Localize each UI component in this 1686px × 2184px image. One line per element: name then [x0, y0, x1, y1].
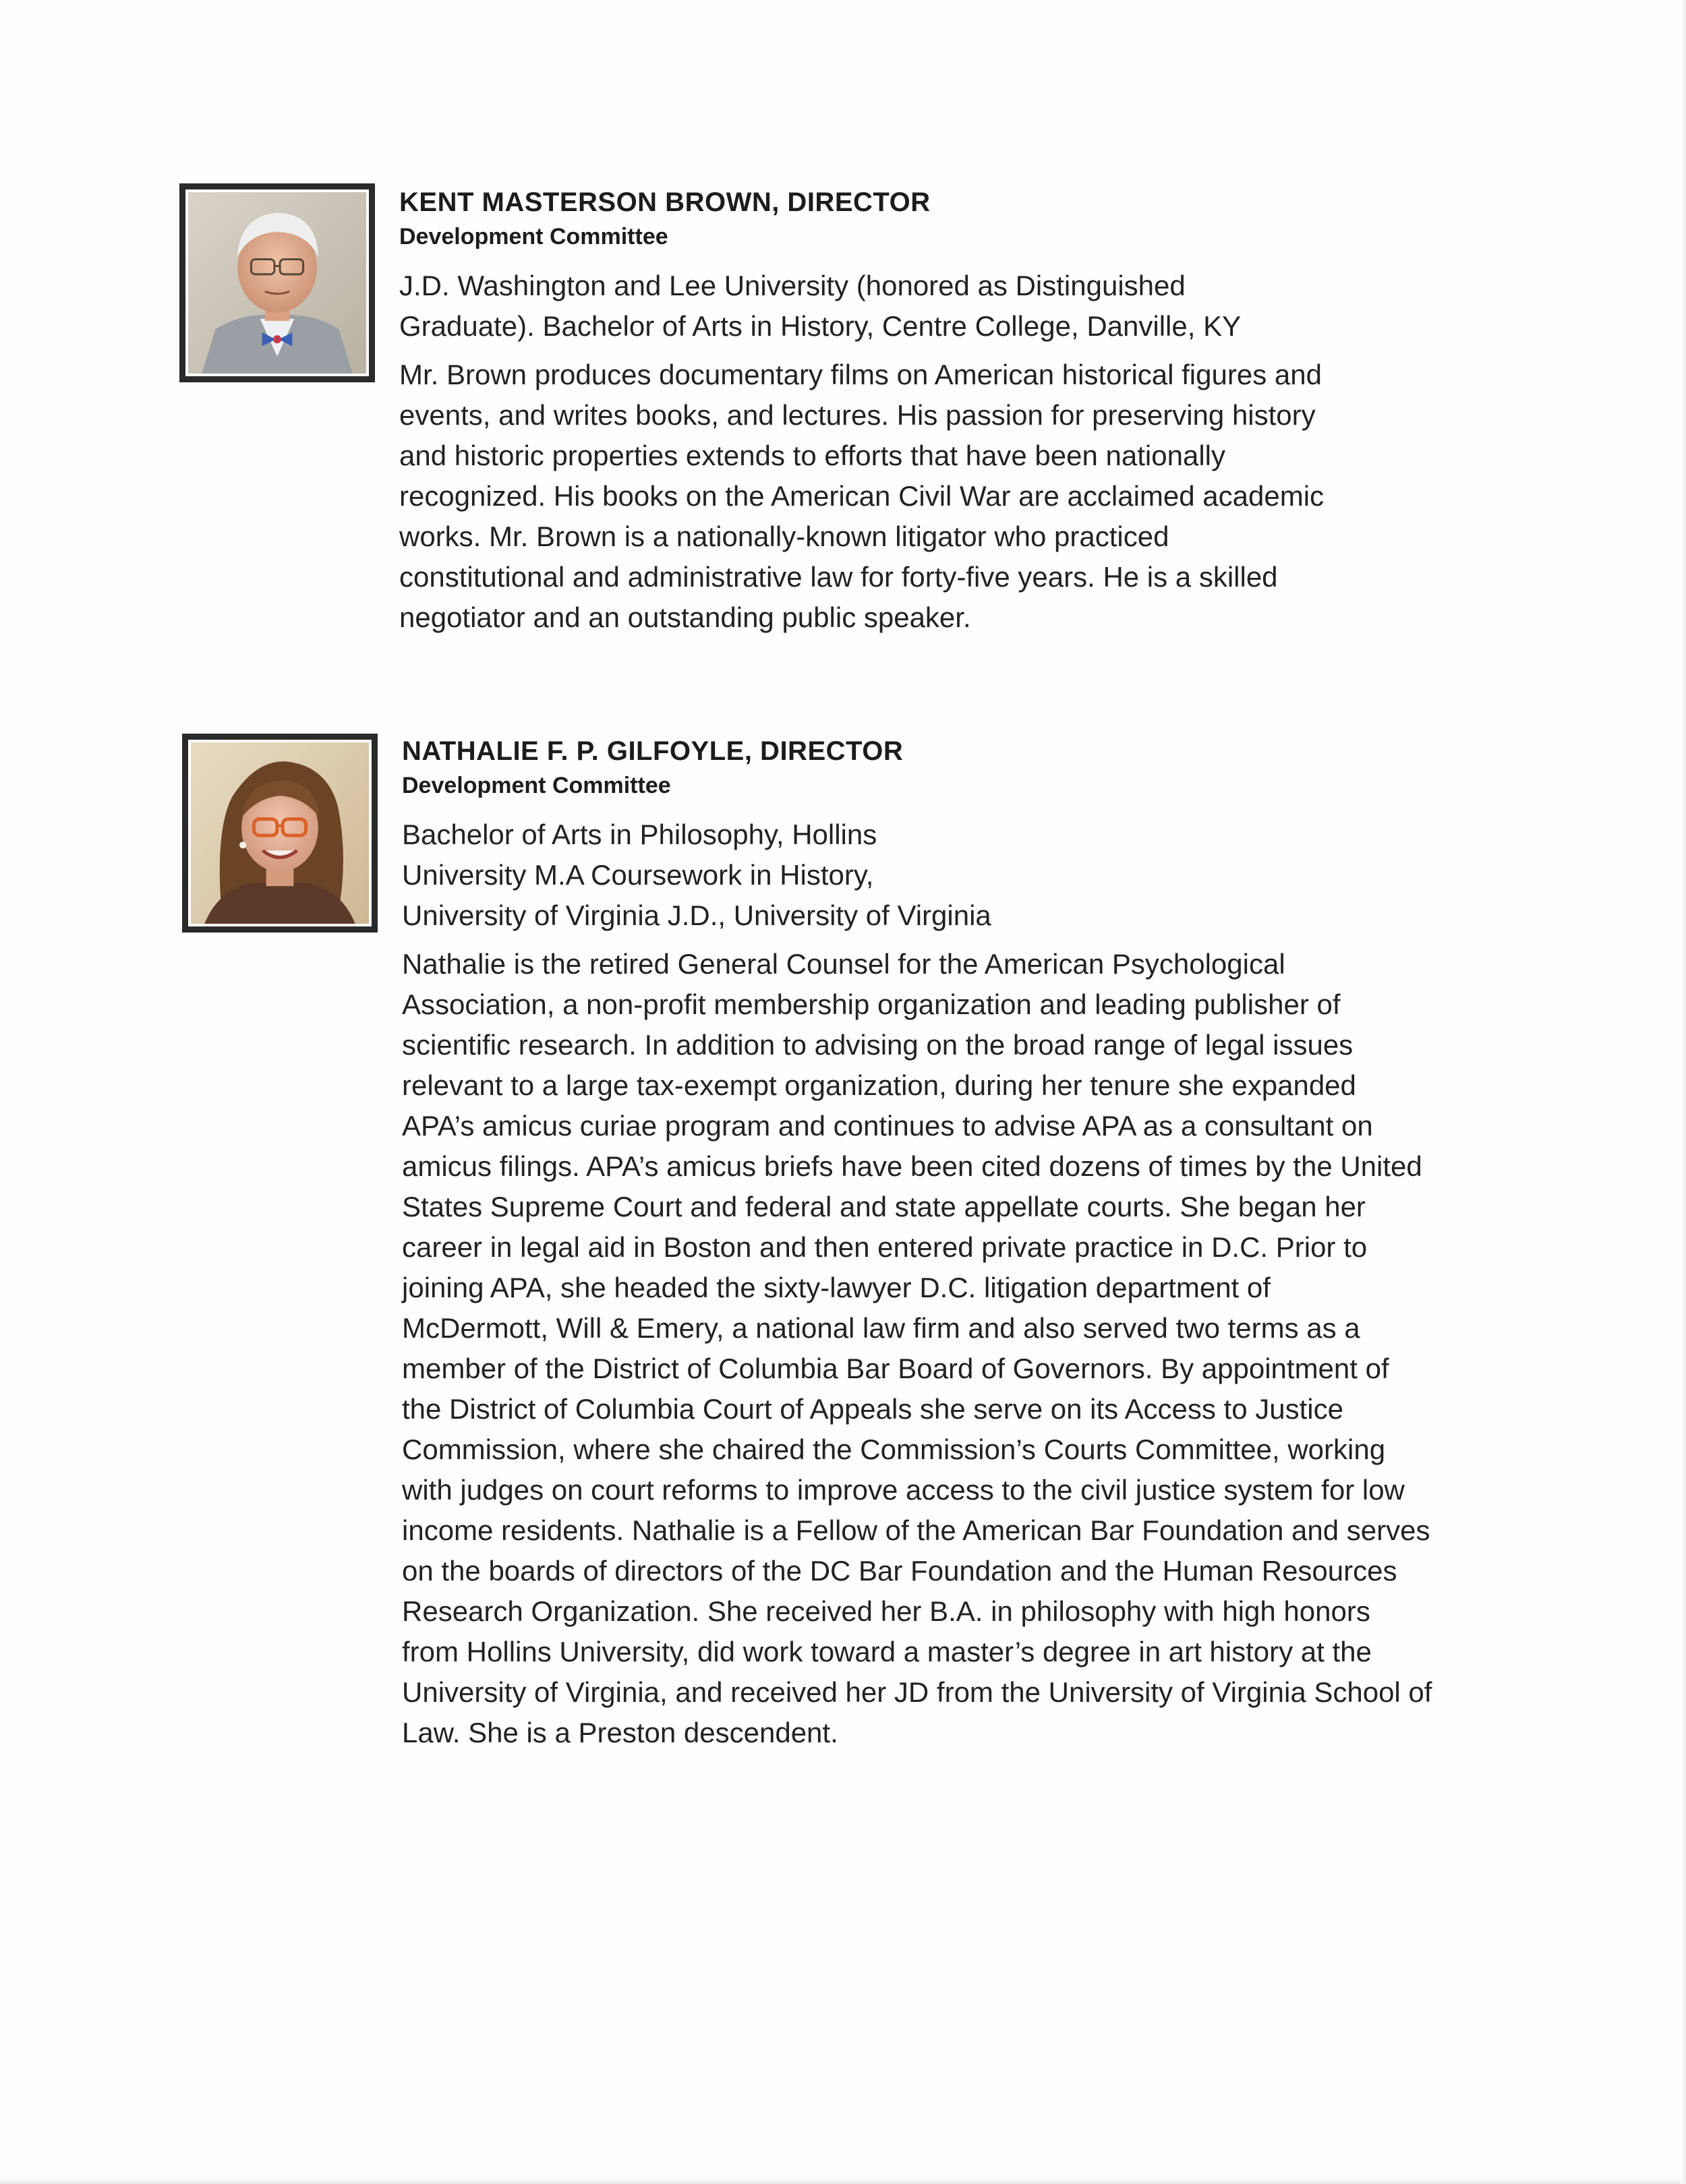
biography-line: McDermott, Will & Emery, a national law firm and also served two terms as a [402, 1312, 1360, 1344]
biography-line: Mr. Brown produces documentary films on American historical figures and [399, 359, 1322, 390]
biography-line: career in legal aid in Boston and then entered private practice in D.C. Prior to [402, 1231, 1368, 1263]
committee-label: Development Committee [399, 224, 668, 249]
biography-line: Nathalie is the retired General Counsel for the American Psychological [402, 948, 1285, 980]
biography-line: States Supreme Court and federal and state appellate courts. She began her [402, 1191, 1366, 1222]
biography-line: Research Organization. She received her B.A. in philosophy with high honors [402, 1595, 1370, 1627]
portrait-photo-nathalie-gilfoyle [182, 734, 378, 933]
biography-line: relevant to a large tax-exempt organization, during her tenure she expanded [402, 1069, 1356, 1101]
education-line: University of Virginia J.D., University of Virginia [402, 899, 991, 931]
biography-line: and historic properties extends to efforts that have been nationally [399, 440, 1225, 471]
biography-line: scientific research. In addition to advising on the broad range of legal issues [402, 1029, 1354, 1061]
biography-line: negotiator and an outstanding public speaker. [399, 601, 971, 633]
education-line: J.D. Washington and Lee University (honored as Distinguished [399, 270, 1186, 301]
biography-line: constitutional and administrative law for forty-five years. He is a skilled [399, 561, 1278, 593]
biography-line: works. Mr. Brown is a nationally-known litigator who practiced [399, 521, 1169, 552]
education-line: Graduate). Bachelor of Arts in History, Centre College, Danville, KY [399, 310, 1242, 342]
biography-line: on the boards of directors of the DC Bar Foundation and the Human Resources [402, 1555, 1397, 1587]
biography-paragraph [402, 944, 1548, 1753]
education-text [402, 815, 1548, 936]
biography-line: the District of Columbia Court of Appeals she serve on its Access to Justice [402, 1393, 1343, 1425]
portrait-man-image [188, 192, 366, 374]
bio-text-kent-brown [399, 183, 1546, 646]
biography-paragraph [399, 355, 1546, 638]
biography-line: amicus filings. APA’s amicus briefs have been cited dozens of times by the United [402, 1150, 1422, 1182]
biography-line: from Hollins University, did work toward a master’s degree in art history at the [402, 1636, 1372, 1667]
scan-right-edge [1681, 0, 1686, 2184]
education-line: Bachelor of Arts in Philosophy, Hollins [402, 819, 877, 850]
biography-line: Law. She is a Preston descendent. [402, 1717, 838, 1748]
biography-line: events, and writes books, and lectures. His passion for preserving history [399, 399, 1316, 431]
education-text [399, 266, 1546, 347]
biography-line: income residents. Nathalie is a Fellow of the American Bar Foundation and serves [402, 1514, 1430, 1546]
education-line: University M.A Coursework in History, [402, 859, 874, 891]
biography-line: recognized. His books on the American Civil War are acclaimed academic [399, 480, 1325, 512]
portrait-woman-image [191, 742, 369, 924]
biography-line: University of Virginia, and received her JD from the University of Virginia School of [402, 1676, 1432, 1708]
biography-line: with judges on court reforms to improve access to the civil justice system for low [402, 1474, 1405, 1506]
portrait-photo-kent-brown [179, 183, 375, 382]
biography-line: joining APA, she headed the sixty-lawyer D.C. litigation department of [402, 1272, 1271, 1303]
person-name: NATHALIE F. P. GILFOYLE, DIRECTOR [402, 736, 904, 766]
biography-line: Association, a non-profit membership organization and leading publisher of [402, 988, 1341, 1020]
scan-bottom-edge [0, 2177, 1686, 2184]
biography-line: Commission, where she chaired the Commission’s Courts Committee, working [402, 1434, 1386, 1465]
bio-text-nathalie-gilfoyle [402, 732, 1548, 1761]
person-name: KENT MASTERSON BROWN, DIRECTOR [399, 187, 931, 217]
biography-line: member of the District of Columbia Bar Board of Governors. By appointment of [402, 1353, 1389, 1384]
biography-line: APA’s amicus curiae program and continues to advise APA as a consultant on [402, 1110, 1373, 1142]
committee-label: Development Committee [402, 773, 671, 798]
